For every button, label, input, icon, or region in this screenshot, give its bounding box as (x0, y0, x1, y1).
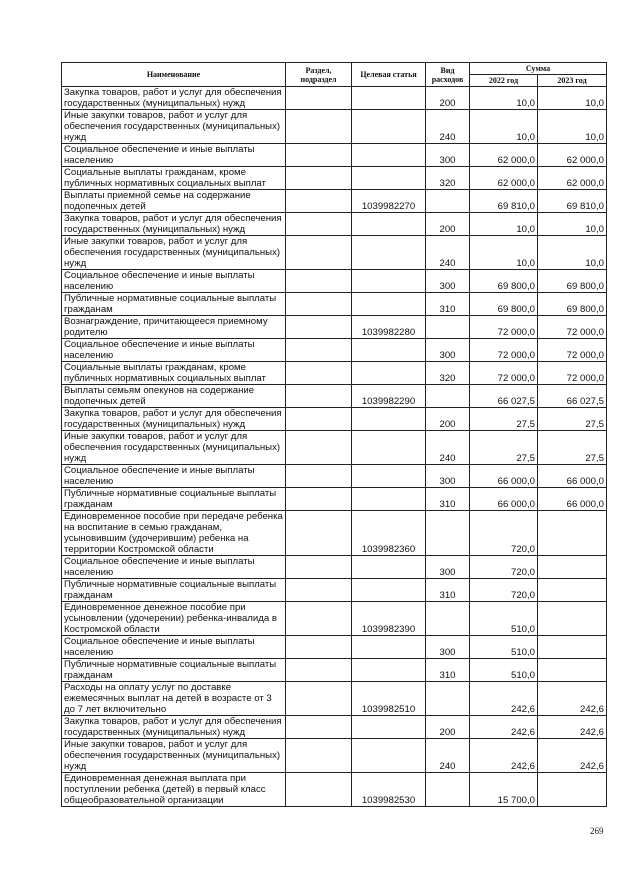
cell-2023: 10,0 (538, 213, 607, 236)
cell-2023: 72 000,0 (538, 362, 607, 385)
cell-section (286, 556, 352, 579)
cell-target (352, 362, 426, 385)
cell-2023: 66 000,0 (538, 465, 607, 488)
cell-target: 1039982270 (352, 190, 426, 213)
table-row (62, 659, 607, 682)
table-row (62, 87, 607, 110)
cell-2023: 69 810,0 (538, 190, 607, 213)
cell-name: Вознаграждение, причитающееся приемному родителю (62, 316, 286, 339)
table-row (62, 602, 607, 636)
cell-name: Иные закупки товаров, работ и услуг для обеспечения государственных (муниципальных) нужд (62, 431, 286, 465)
cell-2023: 10,0 (538, 87, 607, 110)
table-body (62, 87, 607, 807)
cell-2022: 242,6 (470, 716, 538, 739)
cell-type: 300 (426, 144, 470, 167)
cell-target (352, 213, 426, 236)
cell-2023: 10,0 (538, 110, 607, 144)
cell-type: 200 (426, 716, 470, 739)
cell-2022: 69 800,0 (470, 270, 538, 293)
cell-section (286, 739, 352, 773)
cell-2023 (538, 636, 607, 659)
cell-type: 240 (426, 110, 470, 144)
cell-type (426, 682, 470, 716)
cell-name: Социальные выплаты гражданам, кроме публичных нормативных социальных выплат (62, 362, 286, 385)
header-section: Раздел, подраздел (286, 63, 352, 87)
cell-type: 200 (426, 408, 470, 431)
cell-target (352, 579, 426, 602)
cell-name: Социальное обеспечение и иные выплаты населению (62, 144, 286, 167)
cell-target (352, 431, 426, 465)
cell-target (352, 110, 426, 144)
cell-2022: 66 000,0 (470, 465, 538, 488)
table-row (62, 339, 607, 362)
cell-target: 1039982510 (352, 682, 426, 716)
cell-section (286, 659, 352, 682)
cell-type (426, 511, 470, 556)
cell-name: Закупка товаров, работ и услуг для обеспечения государственных (муниципальных) нужд (62, 716, 286, 739)
table-row (62, 144, 607, 167)
cell-name: Закупка товаров, работ и услуг для обеспечения государственных (муниципальных) нужд (62, 408, 286, 431)
header-sum: Сумма (470, 63, 607, 75)
table-row (62, 293, 607, 316)
header-name: Наименование (62, 63, 286, 87)
cell-2023 (538, 659, 607, 682)
cell-2022: 62 000,0 (470, 144, 538, 167)
cell-section (286, 602, 352, 636)
cell-target: 1039982280 (352, 316, 426, 339)
table-row (62, 385, 607, 408)
cell-2022: 66 000,0 (470, 488, 538, 511)
cell-target (352, 144, 426, 167)
cell-type: 240 (426, 236, 470, 270)
cell-target (352, 659, 426, 682)
cell-target (352, 87, 426, 110)
table-row (62, 556, 607, 579)
cell-type (426, 773, 470, 807)
cell-target (352, 339, 426, 362)
cell-name: Закупка товаров, работ и услуг для обеспечения государственных (муниципальных) нужд (62, 87, 286, 110)
cell-target (352, 636, 426, 659)
table-row (62, 270, 607, 293)
cell-target (352, 167, 426, 190)
cell-2023 (538, 556, 607, 579)
table-row (62, 408, 607, 431)
table-row (62, 110, 607, 144)
cell-target (352, 293, 426, 316)
cell-target: 1039982530 (352, 773, 426, 807)
cell-2023: 72 000,0 (538, 339, 607, 362)
cell-section (286, 167, 352, 190)
cell-2022: 72 000,0 (470, 362, 538, 385)
cell-target (352, 270, 426, 293)
table-row (62, 511, 607, 556)
cell-2022: 69 800,0 (470, 293, 538, 316)
cell-name: Иные закупки товаров, работ и услуг для обеспечения государственных (муниципальных) нужд (62, 236, 286, 270)
cell-target (352, 716, 426, 739)
cell-2023 (538, 511, 607, 556)
cell-2023: 72 000,0 (538, 316, 607, 339)
cell-section (286, 465, 352, 488)
cell-name: Единовременное денежное пособие при усыновлении (удочерении) ребенка-инвалида в Костромской области (62, 602, 286, 636)
table-row (62, 362, 607, 385)
page-number: 269 (590, 826, 604, 836)
cell-target (352, 465, 426, 488)
table-row (62, 636, 607, 659)
cell-type: 310 (426, 659, 470, 682)
table-row (62, 431, 607, 465)
cell-name: Публичные нормативные социальные выплаты гражданам (62, 488, 286, 511)
cell-2022: 510,0 (470, 659, 538, 682)
cell-type: 300 (426, 339, 470, 362)
cell-name: Социальное обеспечение и иные выплаты населению (62, 556, 286, 579)
cell-section (286, 270, 352, 293)
cell-type: 310 (426, 293, 470, 316)
cell-name: Единовременная денежная выплата при поступлении ребенка (детей) в первый класс общеобразовательной организации (62, 773, 286, 807)
header-2022: 2022 год (470, 75, 538, 87)
cell-section (286, 636, 352, 659)
cell-type: 300 (426, 636, 470, 659)
header-type: Вид расходов (426, 63, 470, 87)
cell-2022: 510,0 (470, 602, 538, 636)
table-row (62, 167, 607, 190)
cell-name: Иные закупки товаров, работ и услуг для обеспечения государственных (муниципальных) нужд (62, 739, 286, 773)
cell-2023 (538, 602, 607, 636)
cell-section (286, 716, 352, 739)
cell-type (426, 385, 470, 408)
cell-2023: 66 000,0 (538, 488, 607, 511)
cell-name: Расходы на оплату услуг по доставке ежемесячных выплат на детей в возрасте от 3 до 7 лет включительно (62, 682, 286, 716)
cell-name: Выплаты приемной семье на содержание подопечных детей (62, 190, 286, 213)
cell-2022: 72 000,0 (470, 339, 538, 362)
cell-2023: 27,5 (538, 408, 607, 431)
cell-name: Выплаты семьям опекунов на содержание подопечных детей (62, 385, 286, 408)
cell-section (286, 293, 352, 316)
cell-type: 320 (426, 362, 470, 385)
cell-type: 310 (426, 579, 470, 602)
cell-2022: 10,0 (470, 87, 538, 110)
cell-name: Социальное обеспечение и иные выплаты населению (62, 270, 286, 293)
cell-section (286, 236, 352, 270)
cell-name: Закупка товаров, работ и услуг для обеспечения государственных (муниципальных) нужд (62, 213, 286, 236)
cell-section (286, 87, 352, 110)
cell-2022: 720,0 (470, 556, 538, 579)
cell-type: 200 (426, 87, 470, 110)
table-row (62, 773, 607, 807)
cell-name: Публичные нормативные социальные выплаты гражданам (62, 579, 286, 602)
cell-target (352, 236, 426, 270)
cell-section (286, 190, 352, 213)
cell-target (352, 556, 426, 579)
cell-2023: 10,0 (538, 236, 607, 270)
cell-2022: 66 027,5 (470, 385, 538, 408)
cell-section (286, 511, 352, 556)
table-row (62, 465, 607, 488)
cell-target (352, 739, 426, 773)
cell-section (286, 213, 352, 236)
cell-name: Публичные нормативные социальные выплаты гражданам (62, 659, 286, 682)
cell-type (426, 602, 470, 636)
cell-type: 300 (426, 465, 470, 488)
table-row (62, 488, 607, 511)
cell-2022: 10,0 (470, 110, 538, 144)
cell-2022: 69 810,0 (470, 190, 538, 213)
cell-2022: 27,5 (470, 431, 538, 465)
header-2023: 2023 год (538, 75, 607, 87)
budget-table (61, 62, 607, 807)
cell-section (286, 339, 352, 362)
cell-name: Социальные выплаты гражданам, кроме публичных нормативных социальных выплат (62, 167, 286, 190)
table-row (62, 236, 607, 270)
cell-type: 240 (426, 431, 470, 465)
cell-type: 300 (426, 556, 470, 579)
cell-target (352, 488, 426, 511)
cell-target (352, 408, 426, 431)
cell-2022: 242,6 (470, 682, 538, 716)
cell-2023 (538, 773, 607, 807)
cell-2022: 720,0 (470, 579, 538, 602)
cell-type: 200 (426, 213, 470, 236)
cell-2023: 242,6 (538, 739, 607, 773)
table-row (62, 739, 607, 773)
cell-2023: 62 000,0 (538, 167, 607, 190)
cell-2023: 62 000,0 (538, 144, 607, 167)
cell-2023: 27,5 (538, 431, 607, 465)
cell-type (426, 316, 470, 339)
cell-section (286, 773, 352, 807)
cell-2023: 69 800,0 (538, 293, 607, 316)
cell-section (286, 144, 352, 167)
cell-2023: 69 800,0 (538, 270, 607, 293)
cell-type: 240 (426, 739, 470, 773)
cell-2022: 242,6 (470, 739, 538, 773)
header-target: Целевая статья (352, 63, 426, 87)
cell-target: 1039982390 (352, 602, 426, 636)
cell-2022: 62 000,0 (470, 167, 538, 190)
cell-name: Публичные нормативные социальные выплаты гражданам (62, 293, 286, 316)
cell-name: Социальное обеспечение и иные выплаты населению (62, 636, 286, 659)
cell-section (286, 579, 352, 602)
table-header-row (62, 63, 607, 75)
cell-2022: 510,0 (470, 636, 538, 659)
table-row (62, 682, 607, 716)
cell-section (286, 110, 352, 144)
cell-target: 1039982360 (352, 511, 426, 556)
cell-section (286, 682, 352, 716)
cell-section (286, 316, 352, 339)
table-row (62, 579, 607, 602)
cell-2022: 15 700,0 (470, 773, 538, 807)
cell-2022: 72 000,0 (470, 316, 538, 339)
cell-name: Социальное обеспечение и иные выплаты населению (62, 465, 286, 488)
cell-2022: 10,0 (470, 236, 538, 270)
cell-type: 310 (426, 488, 470, 511)
cell-2022: 27,5 (470, 408, 538, 431)
table-row (62, 213, 607, 236)
cell-type: 300 (426, 270, 470, 293)
cell-2023 (538, 579, 607, 602)
cell-2023: 242,6 (538, 682, 607, 716)
cell-name: Единовременное пособие при передаче ребенка на воспитание в семью гражданам, усыновившим (удочерившим) ребенка на территории Костромской области (62, 511, 286, 556)
cell-2023: 66 027,5 (538, 385, 607, 408)
cell-name: Иные закупки товаров, работ и услуг для обеспечения государственных (муниципальных) нужд (62, 110, 286, 144)
cell-target: 1039982290 (352, 385, 426, 408)
table-row (62, 716, 607, 739)
cell-name: Социальное обеспечение и иные выплаты населению (62, 339, 286, 362)
cell-section (286, 362, 352, 385)
cell-section (286, 488, 352, 511)
cell-2022: 720,0 (470, 511, 538, 556)
table-row (62, 316, 607, 339)
cell-section (286, 385, 352, 408)
cell-type: 320 (426, 167, 470, 190)
cell-2022: 10,0 (470, 213, 538, 236)
cell-section (286, 431, 352, 465)
cell-2023: 242,6 (538, 716, 607, 739)
table-row (62, 190, 607, 213)
cell-section (286, 408, 352, 431)
cell-type (426, 190, 470, 213)
